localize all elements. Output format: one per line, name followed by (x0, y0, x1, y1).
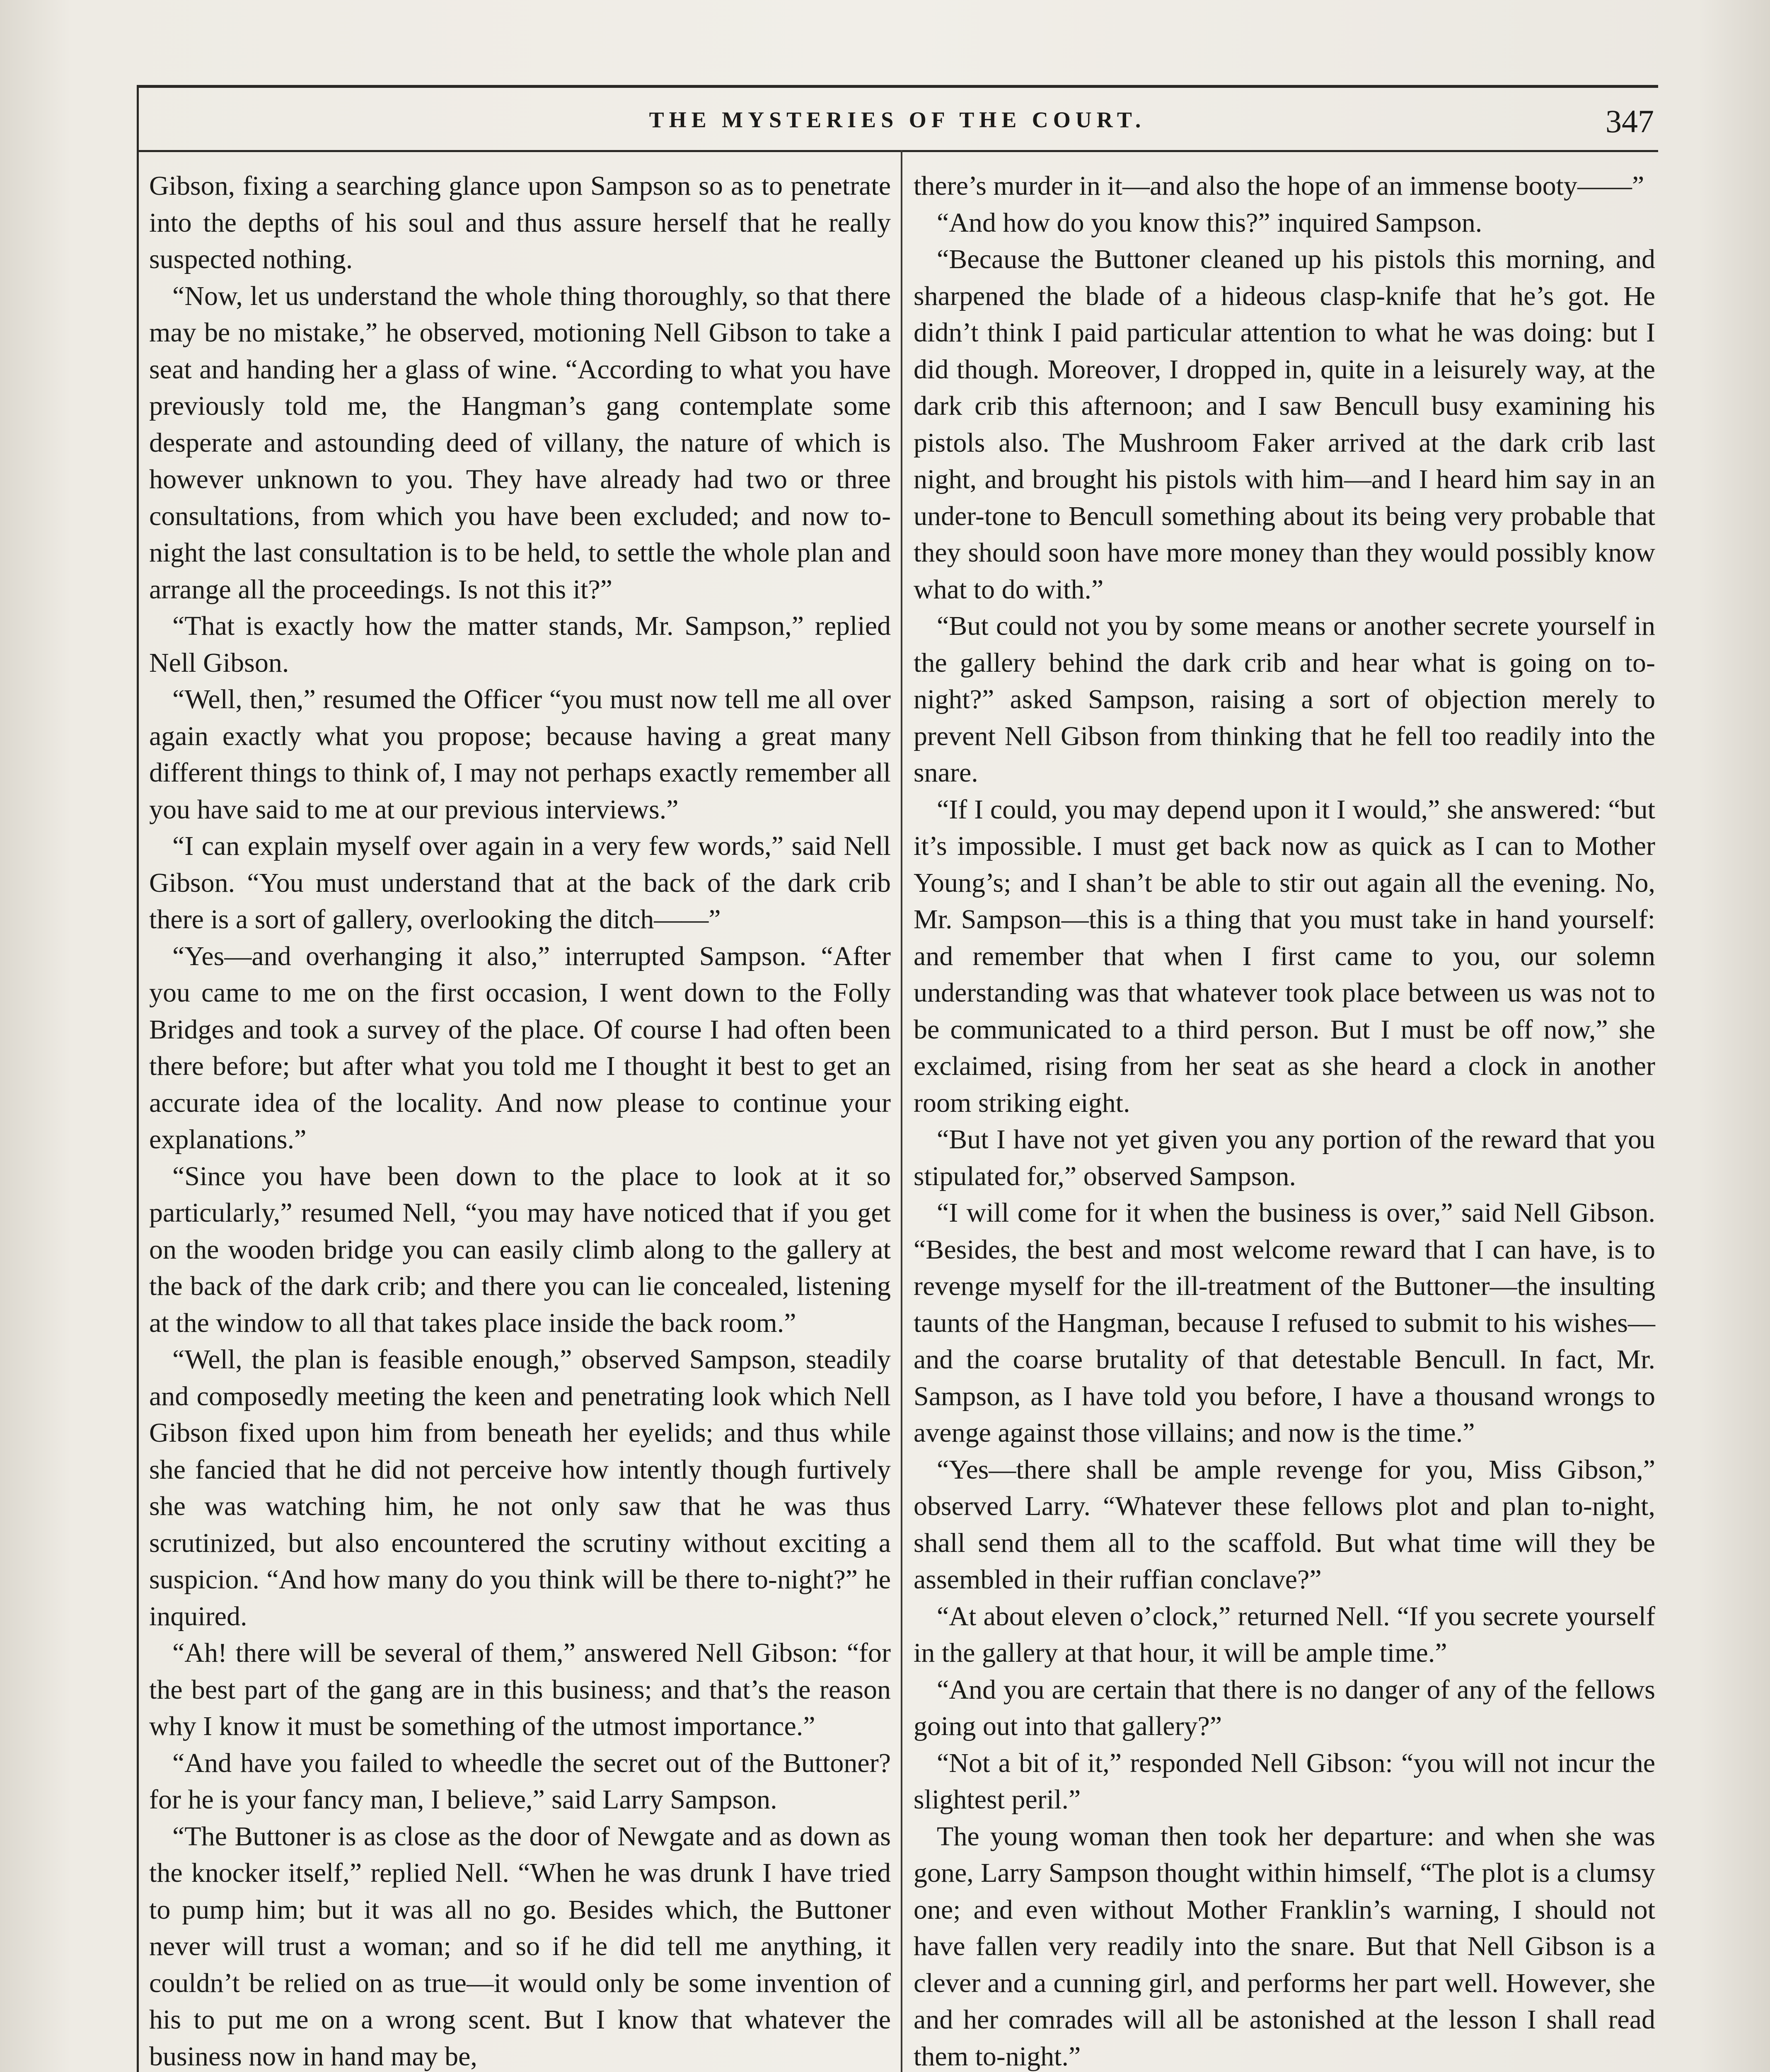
paragraph: “And you are certain that there is no danger of any of the fellows going out into that gallery?” (914, 1674, 1655, 1741)
paragraph: “And how do you know this?” inquired Sampson. (937, 207, 1482, 238)
paragraph: “Since you have been down to the place to look at it so particularly,” resumed Nell, “you may have noticed that if you get on the wooden bridge you can easily climb along to the gallery at the back of the dark crib; and there you can lie concealed, listening at the window to all that takes place inside the back room.” (149, 1161, 891, 1338)
paragraph: “But could not you by some means or another secrete yourself in the gallery behind the dark crib and hear what is going on to-night?” asked Sampson, raising a sort of objection merely to prevent Nell Gibson from thinking that he fell too readily into the snare. (914, 611, 1655, 788)
paragraph: “Not a bit of it,” responded Nell Gibson: “you will not incur the slightest peril.” (914, 1748, 1655, 1815)
paragraph: “Yes—there shall be ample revenge for you, Miss Gibson,” observed Larry. “Whatever these fellows plot and plan to-night, shall send them all to the scaffold. But what time will they be assembled in their ruffian conclave?” (914, 1454, 1655, 1595)
paragraph: “That is exactly how the matter stands, Mr. Sampson,” replied Nell Gibson. (149, 611, 891, 678)
paragraph: “Yes—and overhanging it also,” interrupted Sampson. “After you came to me on the first occasion, I went down to the Folly Bridges and took a survey of the place. Of course I had often been there before; but after what you told me I thought it best to get an accurate idea of the locality. And now please to continue your explanations.” (149, 941, 891, 1155)
column-divider (901, 150, 902, 2072)
paragraph: Gibson, fixing a searching glance upon Sampson so as to penetrate into the depths of his soul and thus assure herself that he really suspected nothing. (149, 171, 891, 274)
paragraph: there’s murder in it—and also the hope of an immense booty——” (914, 171, 1644, 201)
top-rule (137, 85, 1658, 88)
paragraph: “If I could, you may depend upon it I would,” she answered: “but it’s impossible. I must get back now as quick as I can to Mother Young’s; and I shan’t be able to stir out again all the evening. No, Mr. Sampson—this is a thing that you must take in hand yourself: and remember that when I first came to you, our solemn understanding was that whatever took place between us was not to be communicated to a third person. But I must be off now,” she exclaimed, rising from her seat as she heard a clock in another room striking eight. (914, 794, 1655, 1118)
page-header (137, 94, 1658, 144)
paragraph: “But I have not yet given you any portion of the reward that you stipulated for,” observed Sampson. (914, 1124, 1655, 1191)
paragraph: “The Buttoner is as close as the door of Newgate and as down as the knocker itself,” replied Nell. “When he was drunk I have tried to pump him; but it was all no go. Besides which, the Buttoner never will trust a woman; and so if he did tell me anything, it couldn’t be relied on as true—it would only be some invention of his to put me on a wrong scent. But I know that whatever the business now in hand may be, (149, 1821, 891, 2072)
paragraph: “I will come for it when the business is over,” said Nell Gibson. “Besides, the best and most welcome reward that I can have, is to revenge myself for the ill-treatment of the Buttoner—the insulting taunts of the Hangman, because I refused to submit to his wishes—and the coarse brutality of that detestable Bencull. In fact, Mr. Sampson, as I have told you before, I have a thousand wrongs to avenge against those villains; and now is the time.” (914, 1198, 1655, 1448)
header-rule (137, 150, 1658, 152)
paragraph: The young woman then took her departure: and when she was gone, Larry Sampson thought within himself, “The plot is a clumsy one; and even without Mother Franklin’s warning, I should not have fallen very readily into the snare. But that Nell Gibson is a clever and a cunning girl, and performs her part well. However, she and her comrades will all be astonished at the lesson I shall read them to-night.” (914, 1821, 1655, 2072)
running-title: THE MYSTERIES OF THE COURT. (649, 107, 1146, 132)
left-frame-rule (137, 85, 139, 2072)
paragraph: “Because the Buttoner cleaned up his pistols this morning, and sharpened the blade of a hideous clasp-knife that he’s got. He didn’t think I paid particular attention to what he was doing: but I did though. Moreover, I dropped in, quite in a leisurely way, at the dark crib this afternoon; and I saw Bencull busy examining his pistols also. The Mushroom Faker arrived at the dark crib last night, and brought his pistols with him—and I heard him say in an under-tone to Bencull something about its being very probable that they should soon have more money than they would possibly know what to do with.” (914, 244, 1655, 605)
left-column (149, 168, 891, 2072)
paragraph: “Now, let us understand the whole thing thoroughly, so that there may be no mistake,” he observed, motioning Nell Gibson to take a seat and handing her a glass of wine. “According to what you have previously told me, the Hangman’s gang contemplate some desperate and astounding deed of villany, the nature of which is however unknown to you. They have already had two or three consultations, from which you have been excluded; and now to-night the last consultation is to be held, to settle the whole plan and arrange all the proceedings. Is not this it?” (149, 281, 891, 605)
paragraph: “I can explain myself over again in a very few words,” said Nell Gibson. “You must understand that at the back of the dark crib there is a sort of gallery, overlooking the ditch——” (149, 831, 891, 934)
paragraph: “At about eleven o’clock,” returned Nell. “If you secrete yourself in the gallery at that hour, it will be ample time.” (914, 1601, 1655, 1668)
paragraph: “And have you failed to wheedle the secret out of the Buttoner? for he is your fancy man, I believe,” said Larry Sampson. (149, 1748, 891, 1815)
paragraph: “Well, then,” resumed the Officer “you must now tell me all over again exactly what you propose; because having a great many different things to think of, I may not perhaps exactly remember all you have said to me at our previous interviews.” (149, 684, 891, 825)
page-number: 347 (1606, 103, 1654, 139)
paragraph: “Ah! there will be several of them,” answered Nell Gibson: “for the best part of the gang are in this business; and that’s the reason why I know it must be something of the utmost importance.” (149, 1638, 891, 1741)
right-column (914, 168, 1655, 2072)
paragraph: “Well, the plan is feasible enough,” observed Sampson, steadily and composedly meeting the keen and penetrating look which Nell Gibson fixed upon him from beneath her eyelids; and thus while she fancied that he did not perceive how intently though furtively she was watching him, he not only saw that he was thus scrutinized, but also encountered the scrutiny without exciting a suspicion. “And how many do you think will be there to-night?” he inquired. (149, 1344, 891, 1631)
